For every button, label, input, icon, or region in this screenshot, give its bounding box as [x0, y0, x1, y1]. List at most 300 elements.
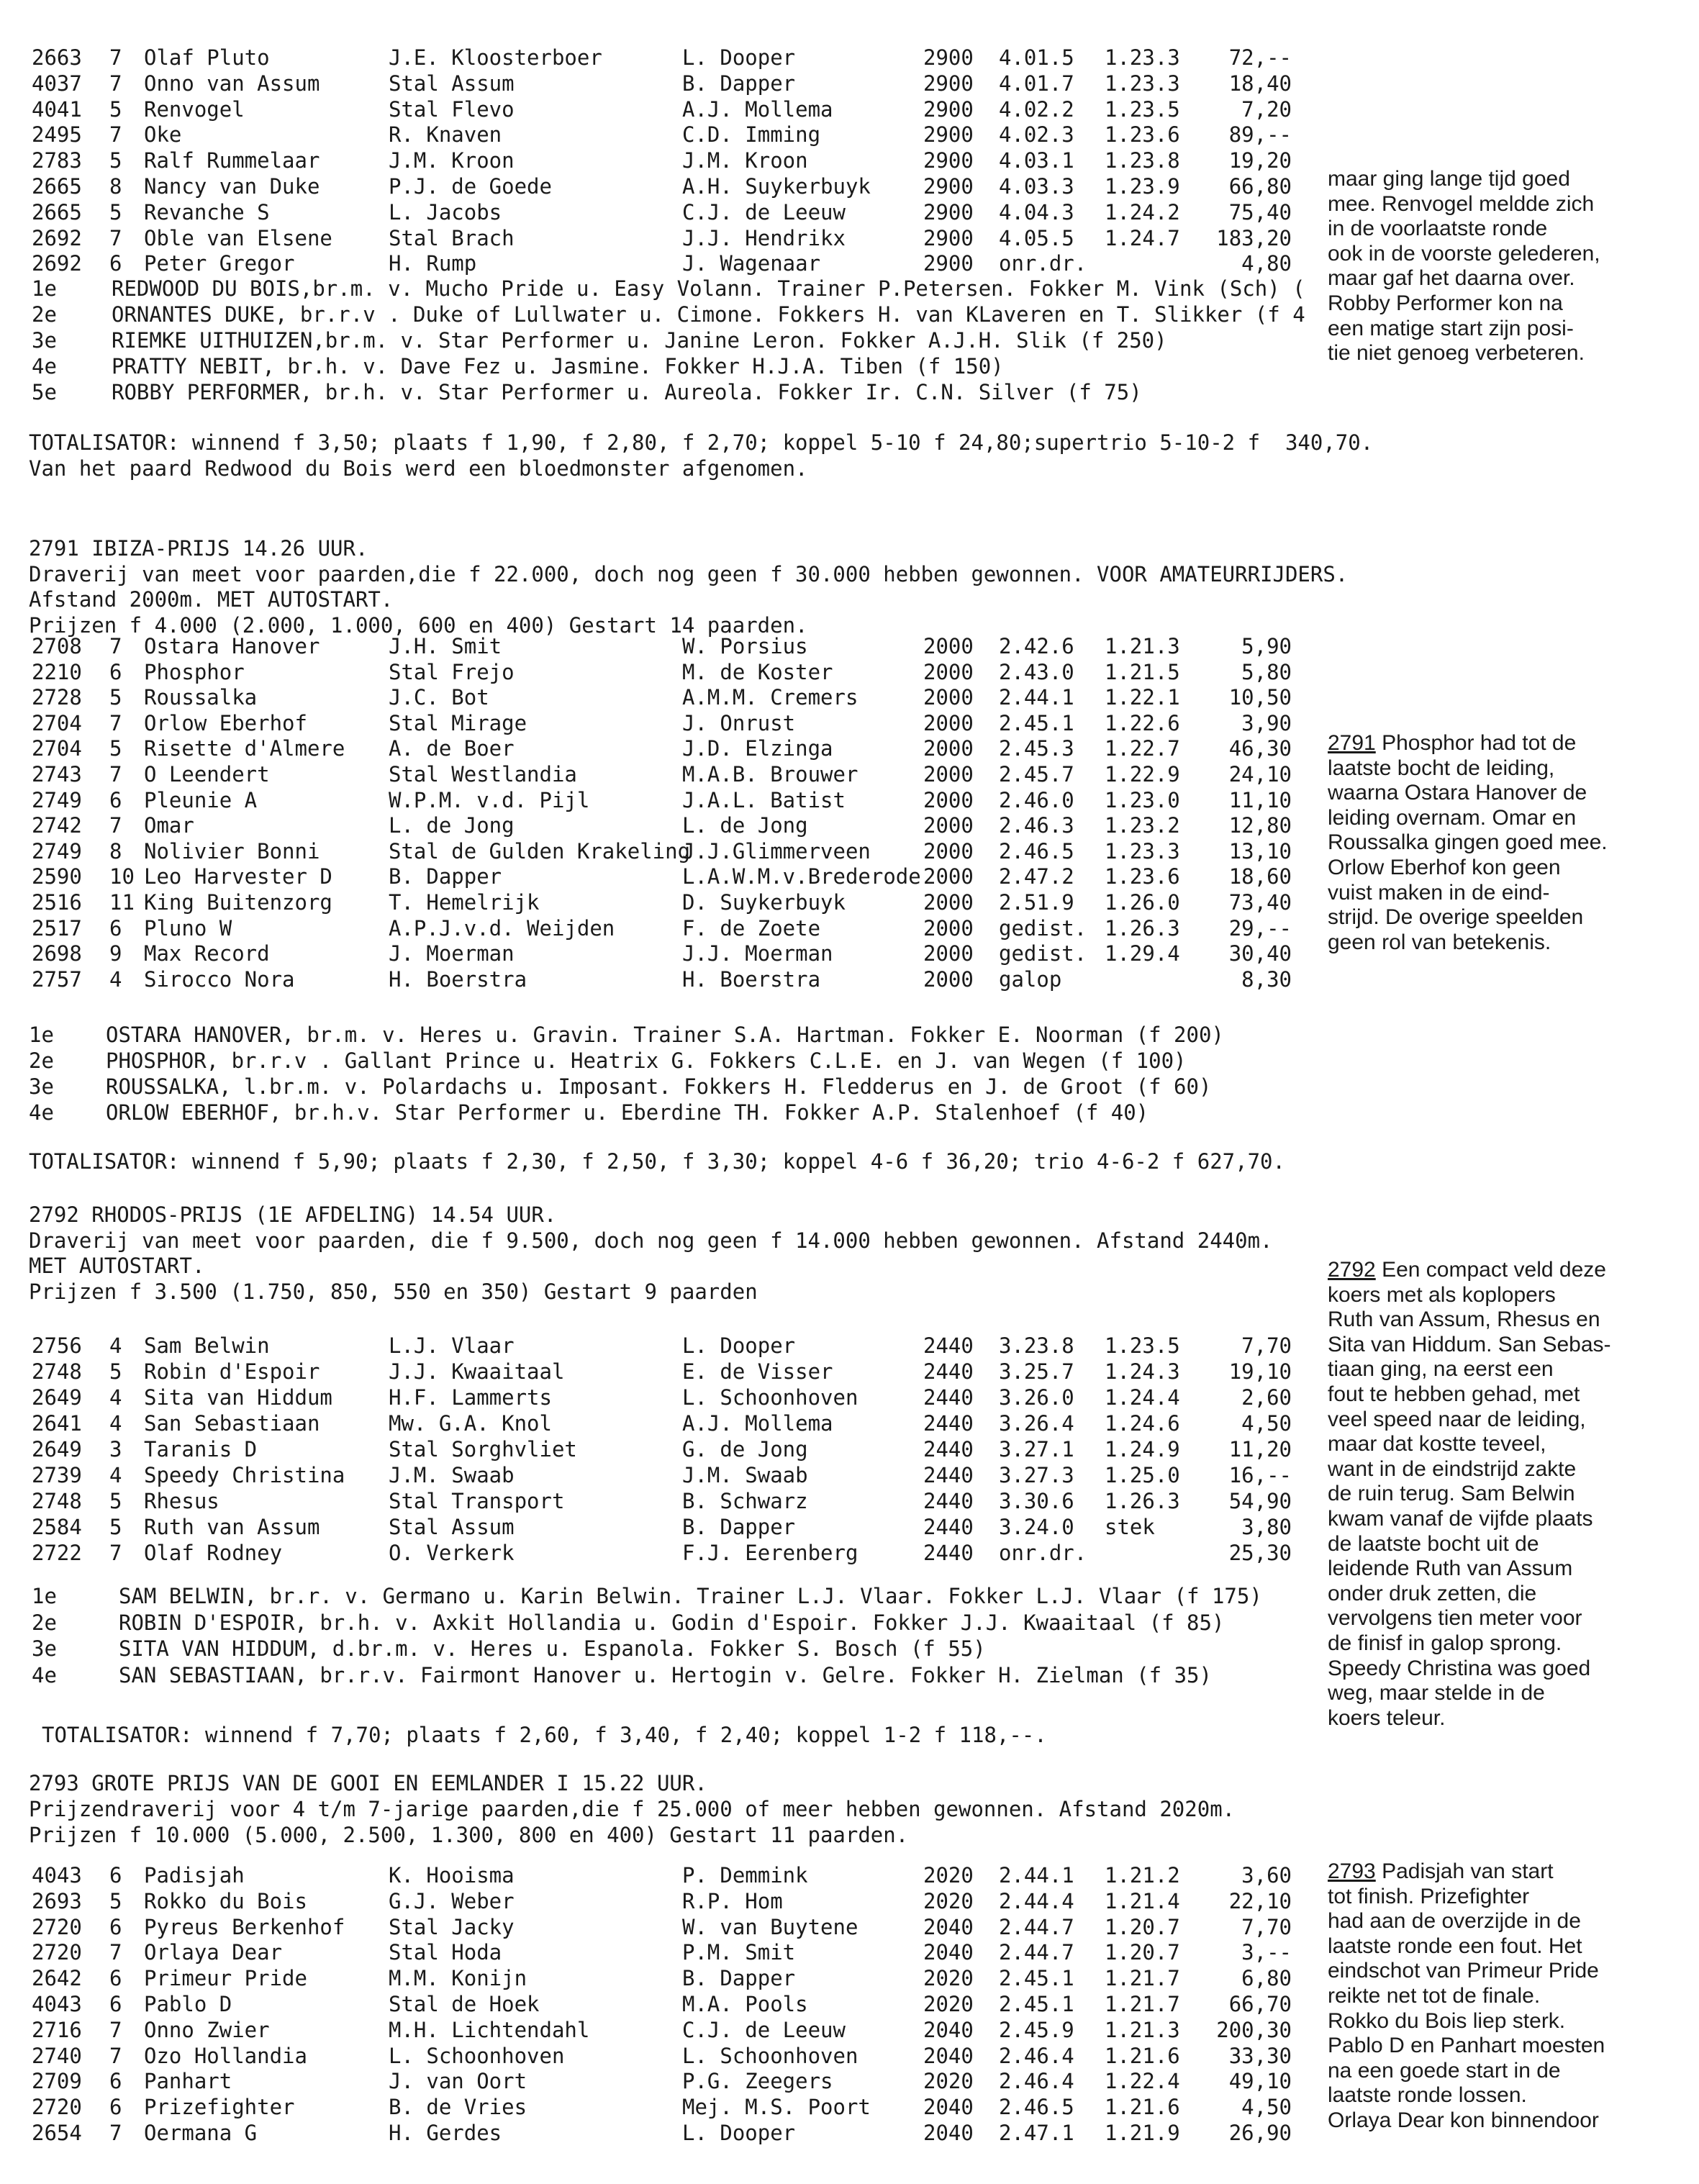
result-race-number: 2704 — [32, 736, 82, 761]
result-age: 5 — [109, 1888, 122, 1913]
result-row — [0, 1359, 1310, 1385]
result-odds: 7,70 — [1241, 1914, 1292, 1939]
commentary-text: weg, maar stelde in de — [1328, 1681, 1545, 1705]
result-owner: T. Hemelrijk — [389, 890, 540, 915]
placing-description: ROBIN D'ESPOIR, br.h. v. Axkit Hollandia u. Godin d'Espoir. Fokker J.J. Kwaaitaal (f 85) — [119, 1610, 1225, 1635]
race-header-line: Prijzen f 4.000 (2.000, 1.000, 600 en 400) Gestart 14 paarden. — [29, 612, 808, 638]
result-driver: R.P. Hom — [682, 1888, 783, 1913]
result-row — [0, 787, 1310, 813]
result-horse-name: Olaf Pluto — [144, 45, 270, 70]
result-driver: L.A.W.M.v.Brederode — [682, 864, 921, 889]
result-race-number: 2210 — [32, 659, 82, 684]
result-owner: R. Knaven — [389, 122, 502, 148]
commentary-line — [1328, 1482, 1687, 1507]
result-distance: 2020 — [923, 1992, 974, 2016]
commentary-line — [1328, 1606, 1687, 1631]
result-distance: 2440 — [923, 1411, 974, 1436]
result-km-time: 1.23.5 — [1105, 96, 1180, 122]
result-distance: 2040 — [923, 1940, 974, 1965]
result-time: 4.04.3 — [999, 199, 1074, 225]
placing-row — [0, 1022, 1338, 1048]
result-age: 7 — [109, 2121, 122, 2145]
result-time: 2.44.4 — [999, 1888, 1074, 1913]
result-age: 7 — [109, 634, 122, 658]
result-odds: 4,50 — [1241, 2095, 1292, 2120]
result-time: 2.42.6 — [999, 634, 1074, 658]
result-km-time: 1.21.4 — [1105, 1888, 1180, 1913]
result-driver: C.J. de Leeuw — [682, 199, 846, 225]
result-km-time: 1.21.6 — [1105, 2043, 1180, 2068]
placing-rank: 2e — [32, 1610, 57, 1635]
result-time: onr.dr. — [999, 251, 1087, 276]
result-distance: 2000 — [923, 762, 974, 787]
result-row — [0, 710, 1310, 736]
commentary-line — [1328, 2108, 1687, 2134]
result-age: 7 — [109, 2017, 122, 2042]
result-race-number: 2692 — [32, 225, 82, 250]
result-time: 2.43.0 — [999, 659, 1074, 684]
result-distance: 2040 — [923, 1914, 974, 1939]
result-age: 7 — [109, 45, 122, 70]
result-km-time: 1.23.9 — [1105, 174, 1180, 199]
placing-rank: 3e — [32, 328, 57, 353]
commentary-line — [1328, 1984, 1687, 2009]
result-odds: 18,60 — [1228, 864, 1292, 889]
result-time: galop — [999, 966, 1062, 992]
result-time: 4.03.3 — [999, 174, 1074, 199]
result-horse-name: King Buitenzorg — [144, 890, 332, 915]
result-odds: 200,30 — [1216, 2017, 1292, 2042]
result-time: gedist. — [999, 915, 1087, 941]
placing-rank: 4e — [29, 1100, 54, 1125]
result-driver: C.J. de Leeuw — [682, 2017, 846, 2042]
placing-description: PRATTY NEBIT, br.h. v. Dave Fez u. Jasmine. Fokker H.J.A. Tiben (f 150) — [112, 354, 1004, 379]
result-row — [0, 1385, 1310, 1410]
result-race-number: 4037 — [32, 71, 82, 96]
result-odds: 3,80 — [1241, 1515, 1292, 1539]
placing-description: ORLOW EBERHOF, br.h.v. Star Performer u. Eberdine TH. Fokker A.P. Stalenhoef (f 40) — [106, 1100, 1149, 1125]
result-race-number: 2665 — [32, 174, 82, 199]
result-odds: 24,10 — [1228, 762, 1292, 787]
result-distance: 2000 — [923, 787, 974, 812]
commentary-line — [1328, 1532, 1687, 1557]
result-owner: L. Schoonhoven — [389, 2043, 565, 2068]
result-km-time: 1.24.3 — [1105, 1359, 1180, 1384]
result-horse-name: Onno Zwier — [144, 2017, 270, 2042]
result-distance: 2900 — [923, 225, 974, 250]
result-horse-name: Panhart — [144, 2069, 232, 2094]
result-odds: 8,30 — [1241, 966, 1292, 992]
result-odds: 5,80 — [1241, 659, 1292, 684]
result-owner: Stal Sorghvliet — [389, 1437, 577, 1462]
result-distance: 2900 — [923, 251, 974, 276]
commentary-text: vuist maken in de eind- — [1328, 880, 1550, 905]
placing-description: SITA VAN HIDDUM, d.br.m. v. Heres u. Espanola. Fokker S. Bosch (f 55) — [119, 1636, 986, 1661]
placing-row — [0, 1048, 1338, 1074]
result-odds: 4,50 — [1241, 1411, 1292, 1436]
result-race-number: 2722 — [32, 1541, 82, 1565]
result-time: 2.44.1 — [999, 685, 1074, 710]
result-km-time: 1.24.9 — [1105, 1437, 1180, 1462]
result-race-number: 2740 — [32, 2043, 82, 2068]
result-km-time: 1.26.3 — [1105, 1489, 1180, 1513]
placing-description: OSTARA HANOVER, br.m. v. Heres u. Gravin. Trainer S.A. Hartman. Fokker E. Noorman (f 200) — [106, 1023, 1224, 1047]
result-driver: A.M.M. Cremers — [682, 685, 858, 710]
result-km-time: 1.29.4 — [1105, 941, 1180, 966]
result-row — [0, 684, 1310, 710]
placing-rank: 5e — [32, 380, 57, 404]
result-owner: Stal Transport — [389, 1489, 565, 1513]
race-commentary — [1328, 167, 1687, 366]
result-driver: E. de Visser — [682, 1359, 833, 1384]
result-distance: 2900 — [923, 122, 974, 148]
result-age: 7 — [109, 710, 122, 735]
result-odds: 3,-- — [1241, 1940, 1292, 1965]
result-horse-name: Phosphor — [144, 659, 245, 684]
result-driver: J.M. Swaab — [682, 1463, 808, 1487]
result-row — [0, 2043, 1310, 2069]
commentary-line — [1328, 1408, 1687, 1433]
result-km-time: 1.21.2 — [1105, 1863, 1180, 1888]
result-distance: 2020 — [923, 1888, 974, 1913]
result-age: 6 — [109, 1966, 122, 1991]
result-driver: A.J. Mollema — [682, 96, 833, 122]
commentary-text: Orlow Eberhof kon geen — [1328, 855, 1561, 879]
result-race-number: 2495 — [32, 122, 82, 148]
result-driver: J.M. Kroon — [682, 148, 808, 173]
result-row — [0, 250, 1310, 276]
result-driver: C.D. Imming — [682, 122, 821, 148]
result-owner: H. Rump — [389, 251, 477, 276]
result-horse-name: Prizefighter — [144, 2095, 295, 2120]
result-distance: 2440 — [923, 1437, 974, 1462]
commentary-text: de finisf in galop sprong. — [1328, 1631, 1562, 1655]
placing-row — [0, 1610, 1338, 1636]
result-owner: Stal Frejo — [389, 659, 515, 684]
commentary-line — [1328, 1909, 1687, 1934]
result-km-time: 1.23.6 — [1105, 122, 1180, 148]
result-owner: J. van Oort — [389, 2069, 527, 2094]
result-race-number: 2757 — [32, 966, 82, 992]
result-age: 6 — [109, 787, 122, 812]
result-driver: J.J.Glimmerveen — [682, 838, 871, 864]
commentary-text: de ruin terug. Sam Belwin — [1328, 1482, 1575, 1506]
result-km-time: 1.23.3 — [1105, 838, 1180, 864]
commentary-line — [1328, 806, 1687, 831]
result-driver: P.G. Zeegers — [682, 2069, 833, 2094]
result-horse-name: San Sebastiaan — [144, 1411, 320, 1436]
result-horse-name: Oermana G — [144, 2121, 258, 2145]
result-odds: 3,60 — [1241, 1863, 1292, 1888]
placing-rank: 3e — [32, 1636, 57, 1661]
result-row — [0, 225, 1310, 251]
result-owner: J. Moerman — [389, 941, 515, 966]
result-km-time: 1.22.1 — [1105, 685, 1180, 710]
result-time: 2.44.7 — [999, 1940, 1074, 1965]
result-distance: 2040 — [923, 2121, 974, 2145]
result-odds: 11,10 — [1228, 787, 1292, 812]
result-horse-name: Renvogel — [144, 96, 245, 122]
result-distance: 2900 — [923, 71, 974, 96]
result-driver: A.H. Suykerbuyk — [682, 174, 871, 199]
result-odds: 89,-- — [1228, 122, 1292, 148]
result-race-number: 2665 — [32, 199, 82, 225]
result-row — [0, 633, 1310, 659]
result-race-number: 2743 — [32, 762, 82, 787]
result-driver: M.A.B. Brouwer — [682, 762, 858, 787]
result-race-number: 2517 — [32, 915, 82, 941]
result-odds: 19,10 — [1228, 1359, 1292, 1384]
totalisator-line: TOTALISATOR: winnend f 3,50; plaats f 1,90, f 2,80, f 2,70; koppel 5-10 f 24,80;supertrio 5-10-2 f 340,70. — [29, 430, 1374, 455]
result-time: 2.46.5 — [999, 2095, 1074, 2120]
result-time: 4.02.3 — [999, 122, 1074, 148]
result-odds: 72,-- — [1228, 45, 1292, 70]
result-time: 4.02.2 — [999, 96, 1074, 122]
result-distance: 2000 — [923, 659, 974, 684]
result-odds: 25,30 — [1228, 1541, 1292, 1565]
result-owner: M.H. Lichtendahl — [389, 2017, 590, 2042]
result-owner: J.E. Kloosterboer — [389, 45, 602, 70]
commentary-text: reikte net tot de finale. — [1328, 1983, 1541, 2008]
result-horse-name: O Leendert — [144, 762, 270, 787]
race-commentary — [1328, 1859, 1687, 2134]
commentary-text: koers met als koplopers — [1328, 1282, 1556, 1307]
commentary-text: laatste ronde lossen. — [1328, 2083, 1527, 2108]
result-driver: M. de Koster — [682, 659, 833, 684]
commentary-line — [1328, 1706, 1687, 1731]
commentary-text: veel speed naar de leiding, — [1328, 1407, 1586, 1431]
result-driver: J.J. Hendrikx — [682, 225, 846, 250]
result-row — [0, 2017, 1310, 2043]
result-time: 2.47.2 — [999, 864, 1074, 889]
result-distance: 2440 — [923, 1489, 974, 1513]
commentary-text: de laatste bocht uit de — [1328, 1531, 1539, 1556]
totalisator-line: TOTALISATOR: winnend f 5,90; plaats f 2,30, f 2,50, f 3,30; koppel 4-6 f 36,20; trio 4-6-2 f 627,70. — [29, 1149, 1285, 1174]
placing-row — [0, 1662, 1338, 1688]
result-time: 3.26.4 — [999, 1411, 1074, 1436]
result-row — [0, 735, 1310, 761]
result-owner: M.M. Konijn — [389, 1966, 527, 1991]
result-race-number: 2709 — [32, 2069, 82, 2094]
result-horse-name: Ralf Rummelaar — [144, 148, 320, 173]
result-odds: 16,-- — [1228, 1463, 1292, 1487]
result-age: 4 — [109, 1411, 122, 1436]
result-horse-name: Nancy van Duke — [144, 174, 320, 199]
result-age: 6 — [109, 1914, 122, 1939]
result-driver: G. de Jong — [682, 1437, 808, 1462]
result-driver: H. Boerstra — [682, 966, 821, 992]
result-odds: 75,40 — [1228, 199, 1292, 225]
placing-rank: 1e — [29, 1023, 54, 1047]
result-km-time: 1.26.0 — [1105, 890, 1180, 915]
result-age: 4 — [109, 1385, 122, 1410]
commentary-text: maar ging lange tijd goed — [1328, 167, 1570, 191]
result-age: 9 — [109, 941, 122, 966]
result-race-number: 2590 — [32, 864, 82, 889]
result-driver: Mej. M.S. Poort — [682, 2095, 871, 2120]
result-owner: Stal Jacky — [389, 1914, 515, 1939]
result-horse-name: Ruth van Assum — [144, 1515, 320, 1539]
result-horse-name: Oble van Elsene — [144, 225, 332, 250]
result-horse-name: Rhesus — [144, 1489, 219, 1513]
race-header-line: Draverij van meet voor paarden, die f 9.500, doch nog geen f 14.000 hebben gewonnen. Afstand 2440m. — [29, 1228, 1273, 1253]
commentary-line — [1328, 1631, 1687, 1657]
placing-row — [0, 276, 1338, 302]
commentary-text: een matige start zijn posi- — [1328, 316, 1574, 340]
result-time: 2.45.9 — [999, 2017, 1074, 2042]
result-owner: J.M. Swaab — [389, 1463, 515, 1487]
race-header-line: 2792 RHODOS-PRIJS (1E AFDELING) 14.54 UUR. — [29, 1202, 557, 1227]
result-km-time: 1.21.6 — [1105, 2095, 1180, 2120]
result-race-number: 2698 — [32, 941, 82, 966]
result-odds: 33,30 — [1228, 2043, 1292, 2068]
result-race-number: 2693 — [32, 1888, 82, 1913]
result-row — [0, 889, 1310, 915]
result-km-time: 1.24.2 — [1105, 199, 1180, 225]
result-odds: 49,10 — [1228, 2069, 1292, 2094]
placing-row — [0, 1583, 1338, 1609]
race-header-line: Prijzendraverij voor 4 t/m 7-jarige paarden,die f 25.000 of meer hebben gewonnen. Afstand 2020m. — [29, 1797, 1236, 1821]
result-km-time: 1.25.0 — [1105, 1463, 1180, 1487]
result-horse-name: Pyreus Berkenhof — [144, 1914, 345, 1939]
result-distance: 2000 — [923, 941, 974, 966]
race-header-line: MET AUTOSTART. — [29, 1254, 205, 1278]
result-driver: L. Dooper — [682, 1333, 796, 1358]
result-age: 7 — [109, 762, 122, 787]
result-time: 2.44.7 — [999, 1914, 1074, 1939]
result-horse-name: Oke — [144, 122, 182, 148]
placing-description: RIEMKE UITHUIZEN,br.m. v. Star Performer u. Janine Leron. Fokker A.J.H. Slik (f 250) — [112, 328, 1167, 353]
result-odds: 12,80 — [1228, 813, 1292, 838]
result-row — [0, 812, 1310, 838]
result-distance: 2020 — [923, 1966, 974, 1991]
commentary-text: onder druk zetten, die — [1328, 1581, 1537, 1605]
result-race-number: 4041 — [32, 96, 82, 122]
result-race-number: 2584 — [32, 1515, 82, 1539]
result-distance: 2000 — [923, 736, 974, 761]
result-age: 7 — [109, 813, 122, 838]
result-driver: J.D. Elzinga — [682, 736, 833, 761]
race-commentary — [1328, 1258, 1687, 1731]
result-km-time: 1.24.4 — [1105, 1385, 1180, 1410]
result-distance: 2040 — [923, 2017, 974, 2042]
placing-row — [0, 302, 1338, 327]
result-age: 6 — [109, 1992, 122, 2016]
result-time: 3.23.8 — [999, 1333, 1074, 1358]
result-row — [0, 941, 1310, 966]
result-owner: L. de Jong — [389, 813, 515, 838]
result-age: 6 — [109, 2095, 122, 2120]
commentary-text: vervolgens tien meter voor — [1328, 1606, 1582, 1631]
commentary-text: ook in de voorste gelederen, — [1328, 241, 1600, 266]
result-race-number: 4043 — [32, 1863, 82, 1888]
commentary-line — [1328, 881, 1687, 906]
commentary-text: Sita van Hiddum. San Sebas- — [1328, 1332, 1611, 1356]
commentary-line — [1328, 2059, 1687, 2084]
result-time: 2.44.1 — [999, 1863, 1074, 1888]
placing-description: ROUSSALKA, l.br.m. v. Polardachs u. Imposant. Fokkers H. Fledderus en J. de Groot (f 60) — [106, 1074, 1212, 1099]
result-age: 5 — [109, 685, 122, 710]
result-age: 7 — [109, 122, 122, 148]
result-driver: J. Wagenaar — [682, 251, 821, 276]
result-time: 2.45.1 — [999, 1992, 1074, 2016]
result-horse-name: Risette d'Almere — [144, 736, 345, 761]
placing-rank: 3e — [29, 1074, 54, 1099]
placing-row — [0, 379, 1338, 405]
commentary-text: Orlaya Dear kon binnendoor — [1328, 2108, 1599, 2132]
result-time: 2.45.7 — [999, 762, 1074, 787]
result-owner: Stal Westlandia — [389, 762, 577, 787]
result-owner: Mw. G.A. Knol — [389, 1411, 552, 1436]
result-odds: 46,30 — [1228, 736, 1292, 761]
commentary-line — [1328, 1507, 1687, 1532]
commentary-line — [1328, 341, 1687, 366]
commentary-text: Een compact veld deze — [1375, 1258, 1606, 1282]
result-driver: L. Schoonhoven — [682, 2043, 858, 2068]
commentary-line — [1328, 1582, 1687, 1607]
result-row — [0, 1862, 1310, 1888]
result-horse-name: Robin d'Espoir — [144, 1359, 320, 1384]
result-row — [0, 966, 1310, 992]
result-row — [0, 1914, 1310, 1940]
result-horse-name: Taranis D — [144, 1437, 258, 1462]
result-odds: 2,60 — [1241, 1385, 1292, 1410]
commentary-race-ref: 2793 — [1328, 1859, 1376, 1883]
commentary-text: Padisjah van start — [1375, 1859, 1554, 1883]
result-km-time: 1.22.7 — [1105, 736, 1180, 761]
result-time: 2.46.3 — [999, 813, 1074, 838]
result-owner: H. Gerdes — [389, 2121, 502, 2145]
commentary-text: eindschot van Primeur Pride — [1328, 1959, 1599, 1983]
result-race-number: 2748 — [32, 1359, 82, 1384]
result-distance: 2000 — [923, 813, 974, 838]
result-race-number: 2663 — [32, 45, 82, 70]
result-time: 4.03.1 — [999, 148, 1074, 173]
result-row — [0, 1939, 1310, 1965]
result-odds: 54,90 — [1228, 1489, 1292, 1513]
placing-description: ROBBY PERFORMER, br.h. v. Star Performer u. Aureola. Fokker Ir. C.N. Silver (f 75) — [112, 380, 1142, 404]
result-time: 3.30.6 — [999, 1489, 1074, 1513]
result-race-number: 2641 — [32, 1411, 82, 1436]
result-race-number: 2716 — [32, 2017, 82, 2042]
result-horse-name: Sita van Hiddum — [144, 1385, 332, 1410]
result-driver: F.J. Eerenberg — [682, 1541, 858, 1565]
commentary-line — [1328, 317, 1687, 342]
result-km-time: 1.22.6 — [1105, 710, 1180, 735]
commentary-race-ref: 2791 — [1328, 731, 1376, 755]
result-owner: A. de Boer — [389, 736, 515, 761]
result-driver: B. Dapper — [682, 1966, 796, 1991]
result-distance: 2900 — [923, 174, 974, 199]
commentary-text: Pablo D en Panhart moesten — [1328, 2034, 1605, 2058]
commentary-line — [1328, 2009, 1687, 2034]
result-horse-name: Pluno W — [144, 915, 232, 941]
commentary-line — [1328, 217, 1687, 242]
result-driver: W. Porsius — [682, 634, 808, 658]
result-owner: J.H. Smit — [389, 634, 502, 658]
result-owner: J.M. Kroon — [389, 148, 515, 173]
race-header-line: Draverij van meet voor paarden,die f 22.000, doch nog geen f 30.000 hebben gewonnen. VOOR AMATEURRIJDERS. — [29, 561, 1349, 586]
result-odds: 66,70 — [1228, 1992, 1292, 2016]
result-distance: 2040 — [923, 2095, 974, 2120]
result-race-number: 2708 — [32, 634, 82, 658]
result-driver: L. Dooper — [682, 2121, 796, 2145]
result-driver: F. de Zoete — [682, 915, 821, 941]
commentary-line — [1328, 1657, 1687, 1682]
result-age: 10 — [109, 864, 135, 889]
result-distance: 2900 — [923, 148, 974, 173]
result-time: onr.dr. — [999, 1541, 1087, 1565]
